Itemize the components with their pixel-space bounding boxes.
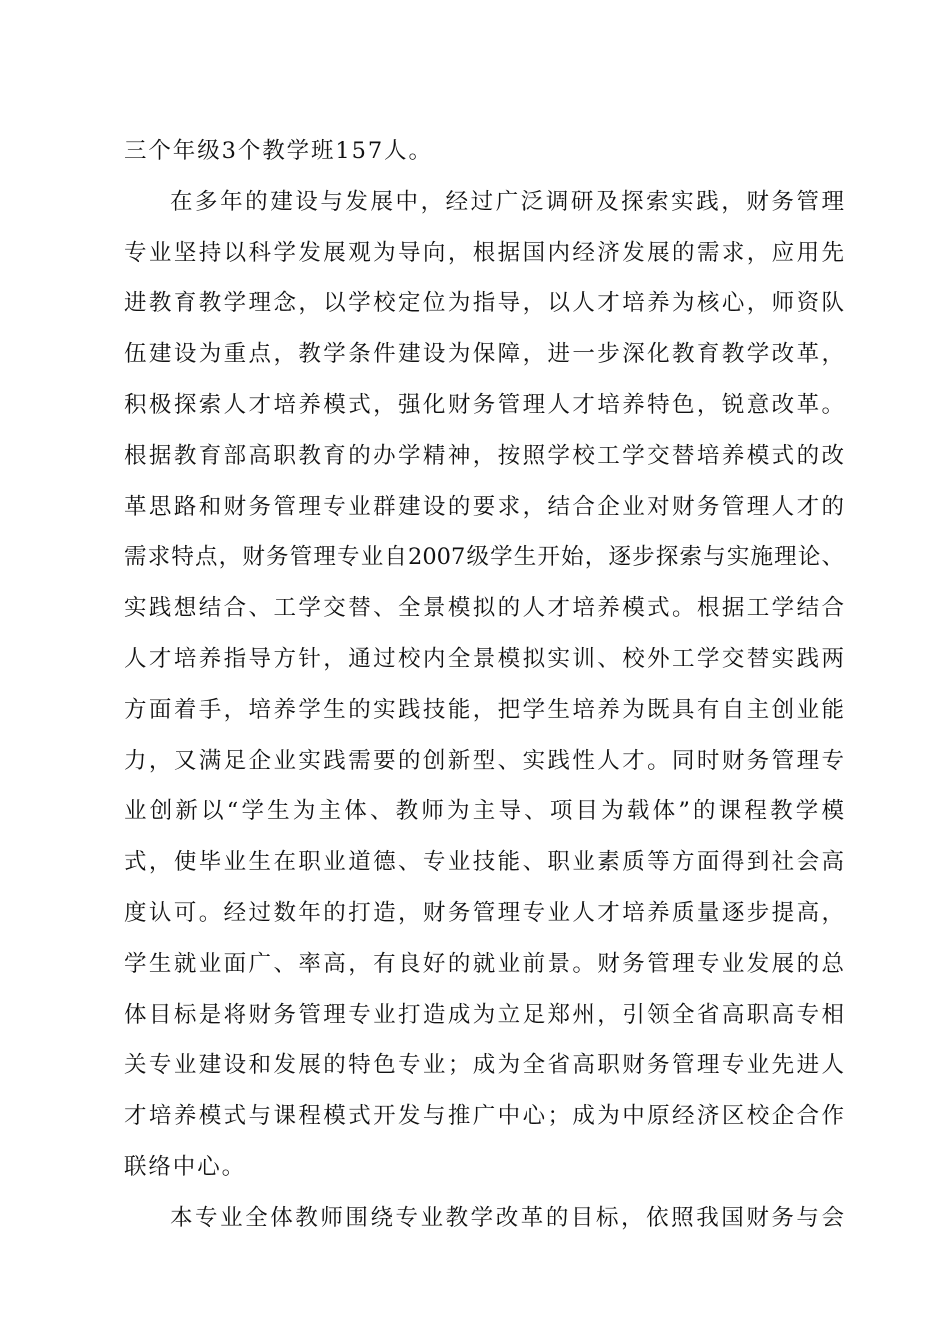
paragraph-line: 才培养模式与课程模式开发与推广中心；成为中原经济区校企合作 [124, 1103, 844, 1130]
paragraph-line: 本专业全体教师围绕专业教学改革的目标，依照我国财务与会 [170, 1204, 844, 1231]
paragraph-line: 人才培养指导方针，通过校内全景模拟实训、校外工学交替实践两 [124, 645, 844, 672]
paragraph-line: 革思路和财务管理专业群建设的要求，结合企业对财务管理人才的 [124, 493, 844, 520]
paragraph-line: 伍建设为重点，教学条件建设为保障，进一步深化教育教学改革， [124, 341, 844, 368]
paragraph-line: 联络中心。 [124, 1153, 247, 1180]
paragraph-line: 关专业建设和发展的特色专业；成为全省高职财务管理专业先进人 [124, 1052, 844, 1079]
paragraph-line: 积极探索人才培养模式，强化财务管理人才培养特色，锐意改革。 [124, 391, 844, 418]
paragraph-line: 实践想结合、工学交替、全景模拟的人才培养模式。根据工学结合 [124, 595, 844, 622]
paragraph-line: 力，又满足企业实践需要的创新型、实践性人才。同时财务管理专 [124, 747, 844, 774]
paragraph-line: 学生就业面广、率高，有良好的就业前景。财务管理专业发展的总 [124, 950, 844, 977]
paragraph-line: 业创新以“学生为主体、教师为主导、项目为载体”的课程教学模 [124, 798, 844, 825]
paragraph-line: 三个年级3个教学班157人。 [124, 138, 433, 164]
paragraph-line: 度认可。经过数年的打造，财务管理专业人才培养质量逐步提高， [124, 899, 844, 926]
paragraph-line: 专业坚持以科学发展观为导向，根据国内经济发展的需求，应用先 [124, 239, 844, 266]
paragraph-line: 方面着手，培养学生的实践技能，把学生培养为既具有自主创业能 [124, 696, 844, 723]
paragraph-line: 进教育教学理念，以学校定位为指导，以人才培养为核心，师资队 [124, 290, 844, 317]
paragraph-line: 需求特点，财务管理专业自2007级学生开始，逐步探索与实施理论、 [124, 544, 844, 571]
paragraph-line: 式，使毕业生在职业道德、专业技能、职业素质等方面得到社会高 [124, 849, 844, 876]
paragraph-line: 根据教育部高职教育的办学精神，按照学校工学交替培养模式的改 [124, 442, 844, 469]
paragraph-line: 体目标是将财务管理专业打造成为立足郑州，引领全省高职高专相 [124, 1001, 844, 1028]
body-text [124, 126, 844, 1244]
paragraph-line: 在多年的建设与发展中，经过广泛调研及探索实践，财务管理 [170, 188, 844, 215]
